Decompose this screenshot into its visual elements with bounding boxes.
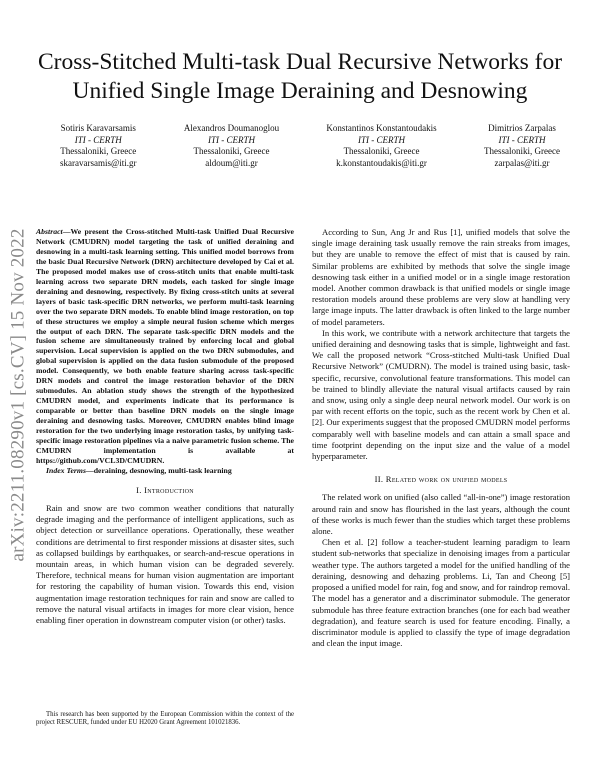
abstract-text: We present the Cross-stitched Multi-task Unified Dual Recursive Network (CMUDRN) model targeting the task of unified deraining and desnowing in a multi-task learning setting. This unified model borrows from the basic Dual Recursive Network (DRN) architecture developed by Cai et al. The proposed model makes use of cross-stitch units that enable multi-task learning across two separate DRN models, each tasked for single image deraining and desnowing, respectively. By fixing cross-stitch units at several layers of basic task-specific DRN networks, we perform multi-task learning over the two separate DRN models. To enable blind image restoration, on top of these structures we employ a simple neural fusion scheme which merges the output of each DRN. The separate task-specific DRN models and the fusion scheme are simultaneously trained by enforcing local and global supervision. Local supervision is applied on the two DRN submodules, and global supervision is applied on the data fusion submodule of the proposed model. Consequently, we both enable feature sharing across task-specific DRN models and control the image restoration behavior of the DRN submodules. An ablation study shows the strength of the hypothesized CMUDRN model, and experiments indicate that its performance is comparable or better than baseline DRN models on the single image deraining and desnowing tasks. Moreover, CMUDRN enables blind image restoration for the two underlying image restoration tasks, by unifying task-specific image restoration pipelines via a naive parametric fusion scheme. The CMUDRN implementation is available at https://github.com/VCL3D/CMUDRN. [36, 227, 294, 465]
contribution-text-end: ” (CMUDRN). The model is trained using basic, task-specific, recursive, convolutional feature transformations. This model can be trained to blindly alleviate the natural visual artifacts caused by rain and snow, using only a single deep neural network model. Our work is on par with recent efforts on the topic, such as the recent work by Chen et al. [2]. Our experiments suggest that the proposed CMUDRN model performs comparably well with baseline models and can attain a small space and time footprint depending on the input size and the value of a model hyperparameter. [312, 361, 570, 462]
author-email: zarpalas@iti.gr [494, 157, 550, 168]
funding-footnote: This research has been supported by the European Commission within the context of the project RESCUER, funded under EU H2020 Grant Agreement 101021836. [36, 711, 294, 727]
index-terms-label: Index Terms [46, 465, 86, 475]
author [184, 123, 279, 169]
index-terms: Index Terms—deraining, desnowing, multi-task learning [46, 465, 232, 475]
intro-paragraph: Rain and snow are two common weather conditions that naturally degrade imaging and the performance of intelligent applications, such as object detection or surveillance operations. Operationally, these weather conditions are detrimental to first responder missions at disaster sites, such as collapsed buildings by earthquakes, or search-and-rescue operations in mountain areas, in which human vision can be degraded severely. Therefore, technical means for human vision augmentation are important for restoring the capability of human vision. Towards this end, vision augmentation image restoration techniques for rain and snow are called to remove the natural visual artifacts in images for more clear vision, hence enabling finer operation in downstream computer vision (or other) tasks. [36, 503, 294, 626]
index-terms-text: deraining, desnowing, multi-task learning [93, 465, 232, 475]
author-name: Alexandros Doumanoglou [183, 123, 280, 133]
related-paragraph: Chen et al. [2] follow a teacher-student learning paradigm to learn student sub-networks that specialize in denoising images from a particular weather type. The authors targeted a model for the unified handling of the deraining, desnowing and dehazing problems. Li, Tan and Cheong [5] proposed a unified model for rain, fog and snow, and for raindrop removal. The model has a generator and a discriminator submodule. The generator submodule has three feature extraction branches (one for each bad weather degradation), and feature search is used for feature encoding. Finally, a discriminator module is applied to classify the type of image degradation and clean the input image. [312, 537, 570, 649]
author-city: Thessaloniki, Greece [484, 146, 560, 157]
author-name: Konstantinos Konstantoudakis [326, 123, 437, 133]
author-city: Thessaloniki, Greece [60, 146, 137, 157]
author-email: aldoum@iti.gr [205, 157, 258, 168]
arxiv-identifier [8, 185, 30, 605]
author-block [60, 123, 560, 169]
author-city: Thessaloniki, Greece [343, 146, 420, 157]
model-full-name: Cross-stitched Multi-task Unified Dual Recursive Network [312, 350, 570, 372]
abstract-label: Abstract [36, 227, 63, 236]
left-column [36, 227, 294, 626]
author-email: k.konstantoudakis@iti.gr [336, 157, 427, 168]
contribution-text-start: In this work, we contribute with a network architecture that targets the unified deraining and desnowing tasks that is simple, lightweight and fast. We call the proposed network “ [312, 327, 570, 361]
author-affiliation: ITI - CERTH [358, 134, 406, 145]
section-heading-introduction: I. Introduction [136, 484, 194, 495]
author-affiliation: ITI - CERTH [498, 134, 546, 145]
body-paragraph: According to Sun, Ang Jr and Rus [1], unified models that solve the single image deraining task usually remove the rain streaks from images, but they are unable to remove the effect of mist that is caused by rain. Similar problems are exhibited by methods that solve the single image desnowing task either in a unified model or in a single image restoration model. Another common drawback is that unified models or single image restoration models around these problems are very slow at handling very large image inputs. The latter drawback is often linked to the large number of model parameters. [312, 227, 570, 327]
author-name: Dimitrios Zarpalas [488, 123, 556, 133]
right-column [312, 227, 570, 649]
related-paragraph: The related work on unified (also called “all-in-one”) image restoration around rain and snow has flourished in the last years, although the count of these works is much fewer than the studies which target these problems alone. [312, 492, 570, 537]
author-affiliation: ITI - CERTH [207, 134, 255, 145]
paper-title: Cross-Stitched Multi-task Dual Recursive Networks for Unified Single Image Deraining and Desnowing [37, 49, 563, 104]
author-city: Thessaloniki, Greece [193, 146, 270, 157]
abstract: Abstract—We present the Cross-stitched Multi-task Unified Dual Recursive Network (CMUDRN) model targeting the task of unified deraining and desnowing in a multi-task learning setting. This unified model borrows from the basic Dual Recursive Network (DRN) architecture developed by Cai et al. The proposed model makes use of cross-stitch units that enable multi-task learning across two separate DRN models, each tasked for single image deraining and desnowing, respectively. By fixing cross-stitch units at several layers of basic task-specific DRN networks, we perform multi-task learning over the two separate DRN models. To enable blind image restoration, on top of these structures we employ a simple neural fusion scheme which merges the output of each DRN. The separate task-specific DRN models and the fusion scheme are simultaneously trained by enforcing local and global supervision. Local supervision is applied on the two DRN submodules, and global supervision is applied on the data fusion submodule of the proposed model. Consequently, we both enable feature sharing across task-specific DRN models and control the image restoration behavior of the DRN submodules. An ablation study shows the strength of the hypothesized CMUDRN model, and experiments indicate that its performance is comparable or better than baseline DRN models on the single image deraining and desnowing tasks. Moreover, CMUDRN enables blind image restoration for the two underlying image restoration tasks, by unifying task-specific image restoration pipelines via a naive parametric fusion scheme. The CMUDRN implementation is available at https://github.com/VCL3D/CMUDRN. [36, 227, 294, 465]
section-heading-related-work: II. Related work on unified models [374, 474, 508, 485]
author-affiliation: ITI - CERTH [74, 134, 122, 145]
author [326, 123, 436, 169]
author-email: skaravarsamis@iti.gr [60, 157, 137, 168]
author-name: Sotiris Karavarsamis [60, 123, 136, 133]
contribution-paragraph [312, 328, 570, 462]
author [484, 123, 560, 169]
arxiv-identifier-text: arXiv:2211.08290v1 [cs.CV] 15 Nov 2022 [8, 228, 29, 562]
author [60, 123, 137, 169]
